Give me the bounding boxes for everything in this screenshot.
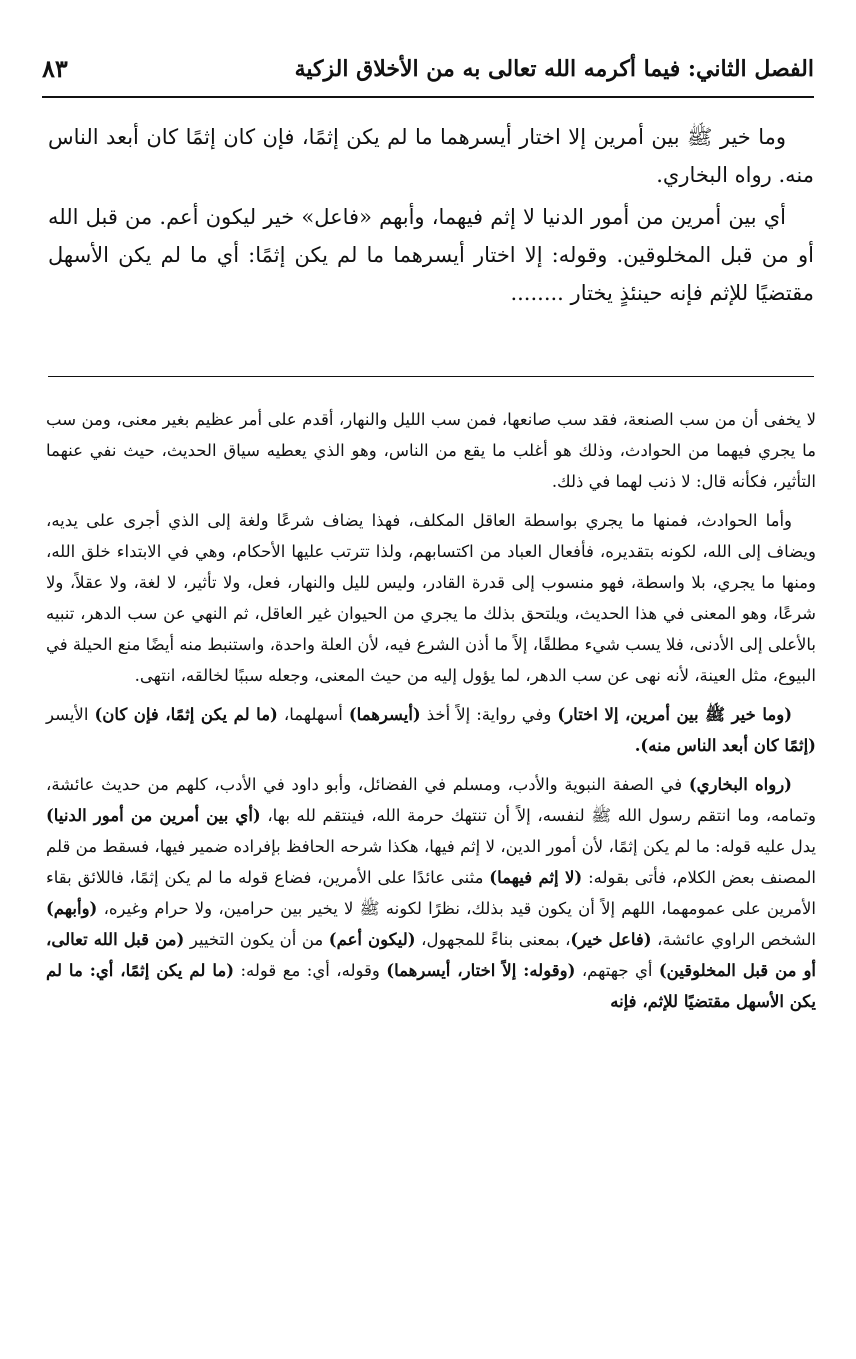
commentary-text-run: ، بمعنى بناءً للمجهول، (415, 930, 571, 949)
running-title: الفصل الثاني: فيما أكرمه الله تعالى به من الأخلاق الزكية (294, 56, 814, 82)
quoted-text: (ما لم يكن إثمًا، فإن كان) (94, 705, 278, 724)
commentary-text-run: الأيسر (46, 705, 95, 724)
commentary-text-run: مثنى عائدًا على الأمرين، فضاع قوله ما لم يكن إثمًا، فاللائق بقاء الأمرين على عمومهما، اللهم إلاً أن يكون قيد بذلك، نظرًا لكونه ﷺ لا يخير بين حرامين، ولا حرام وغيره، (46, 868, 816, 918)
quoted-text: (وما خير ﷺ بين أمرين، إلا اختار) (557, 705, 793, 724)
quoted-text: (أي بين أمرين من أمور الدنيا) (46, 806, 261, 825)
commentary-text-run: وفي رواية: إلاً أخذ (420, 705, 558, 724)
commentary-paragraph (46, 505, 816, 691)
commentary-paragraph (46, 404, 816, 497)
quoted-text: (أيسرهما) (348, 705, 421, 724)
quoted-text: (لا إثم فيهما) (489, 868, 583, 887)
header-divider (42, 96, 814, 98)
commentary-text-run: أي جهتهم، (575, 961, 659, 980)
main-text-p1: وما خير ﷺ بين أمرين إلا اختار أيسرهما ما لم يكن إثمًا، فإن كان إثمًا كان أبعد الناس منه. رواه البخاري. (48, 125, 814, 187)
commentary-text-run: وقوله، أي: مع قوله: (234, 961, 387, 980)
quoted-text: (من قبل الله تعالى، أو من قبل المخلوقين) (46, 930, 816, 980)
main-text-paragraph (48, 198, 814, 312)
quoted-text: (ليكون أعم) (328, 930, 416, 949)
quoted-text: (رواه البخاري) (688, 775, 792, 794)
main-text-p2: أي بين أمرين من أمور الدنيا لا إثم فيهما، وأبهم «فاعل» خير ليكون أعم. من قبل الله أو من قبل المخلوقين. وقوله: إلا اختار أيسرهما ما لم يكن إثمًا: أي ما لم يكن الأسهل مقتضيًا للإثم فإنه حينئذٍ يختار (48, 205, 814, 305)
commentary-p1: لا يخفى أن من سب الصنعة، فقد سب صانعها، فمن سب الليل والنهار، أقدم على أمر عظيم بغير معنى، ومن سب ما يجري فيهما من الحوادث، وذلك هو أغلب ما يقع من الناس، وهو الذي يعطيه سياق الحديث، حيث نفي عنهما التأثير، فكأنه قال: لا ذنب لهما في ذلك. (46, 410, 816, 491)
main-text-paragraph (48, 118, 814, 194)
page-number: ٨٣ (42, 54, 68, 83)
quoted-text: (إثمًا كان أبعد الناس منه). (634, 736, 816, 755)
commentary-text-run: من أن يكون التخيير (184, 930, 329, 949)
commentary-paragraph (46, 769, 816, 1017)
main-text (48, 118, 814, 316)
commentary-text-run: يدل عليه قوله: ما لم يكن إثمًا، لأن أمور الدين، لا إثم فيها، هكذا شرحه الحافظ بإفراده ضمير فيها، فسقط من قلم المصنف بعض الكلام، فأتى بقوله: (46, 837, 816, 887)
commentary-text-run: الشخص الراوي عائشة، (651, 930, 816, 949)
commentary-p2: وأما الحوادث، فمنها ما يجري بواسطة العاقل المكلف، فهذا يضاف شرعًا ولغة إلى الذي أجرى على يديه، ويضاف إلى الله، لكونه بتقديره، فأفعال العباد من اكتسابهم، ولذا تترتب عليها الأحكام، وهي في الابتداء خلق الله، ومنها ما يجري، بلا واسطة، فهو منسوب إلى قدرة القادر، وليس لليل والنهار، فعل، ولا تأثير، لا لغة، ولا عقلاً، ولا شرعًا، وهو المعنى في هذا الحديث، ويلتحق بذلك ما يجري من الحيوان غير العاقل، ثم النهي عن سب الدهر، تنبيه بالأعلى إلى الأدنى، فلا يسب شيء مطلقًا، إلاً ما أذن الشرع فيه، لأن العلة واحدة، واستنبط منه أيضًا منع الحيلة في البيوع، مثل العينة، لأنه نهى عن سب الدهر، لما يؤول إليه من حيث المعنى، وجعله سببًا لخالقه، انتهى. (46, 511, 816, 685)
commentary-paragraph (46, 699, 816, 761)
commentary-text (46, 404, 816, 1025)
quoted-text: (ما لم يكن إثمًا، أي: ما لم يكن الأسهل مقتضيًا للإثم، فإنه (46, 961, 816, 1011)
quoted-text: (وقوله: إلاً اختار، أيسرهما) (386, 961, 576, 980)
quoted-text: (فاعل خير) (570, 930, 652, 949)
commentary-text-run: في الصفة النبوية والأدب، ومسلم في الفضائل، وأبو داود في الأدب، كلهم من حديث عائشة، وتمامه، وما انتقم رسول الله ﷺ لنفسه، إلاً أن تنتهك حرمة الله، فينتقم لله بها، (46, 775, 816, 825)
page-header (42, 48, 814, 94)
quoted-text: (وأبهم) (46, 899, 98, 918)
commentary-text-run: أسهلهما، (277, 705, 349, 724)
continuation-dots: ........ (510, 281, 564, 305)
footnote-divider (48, 376, 814, 377)
